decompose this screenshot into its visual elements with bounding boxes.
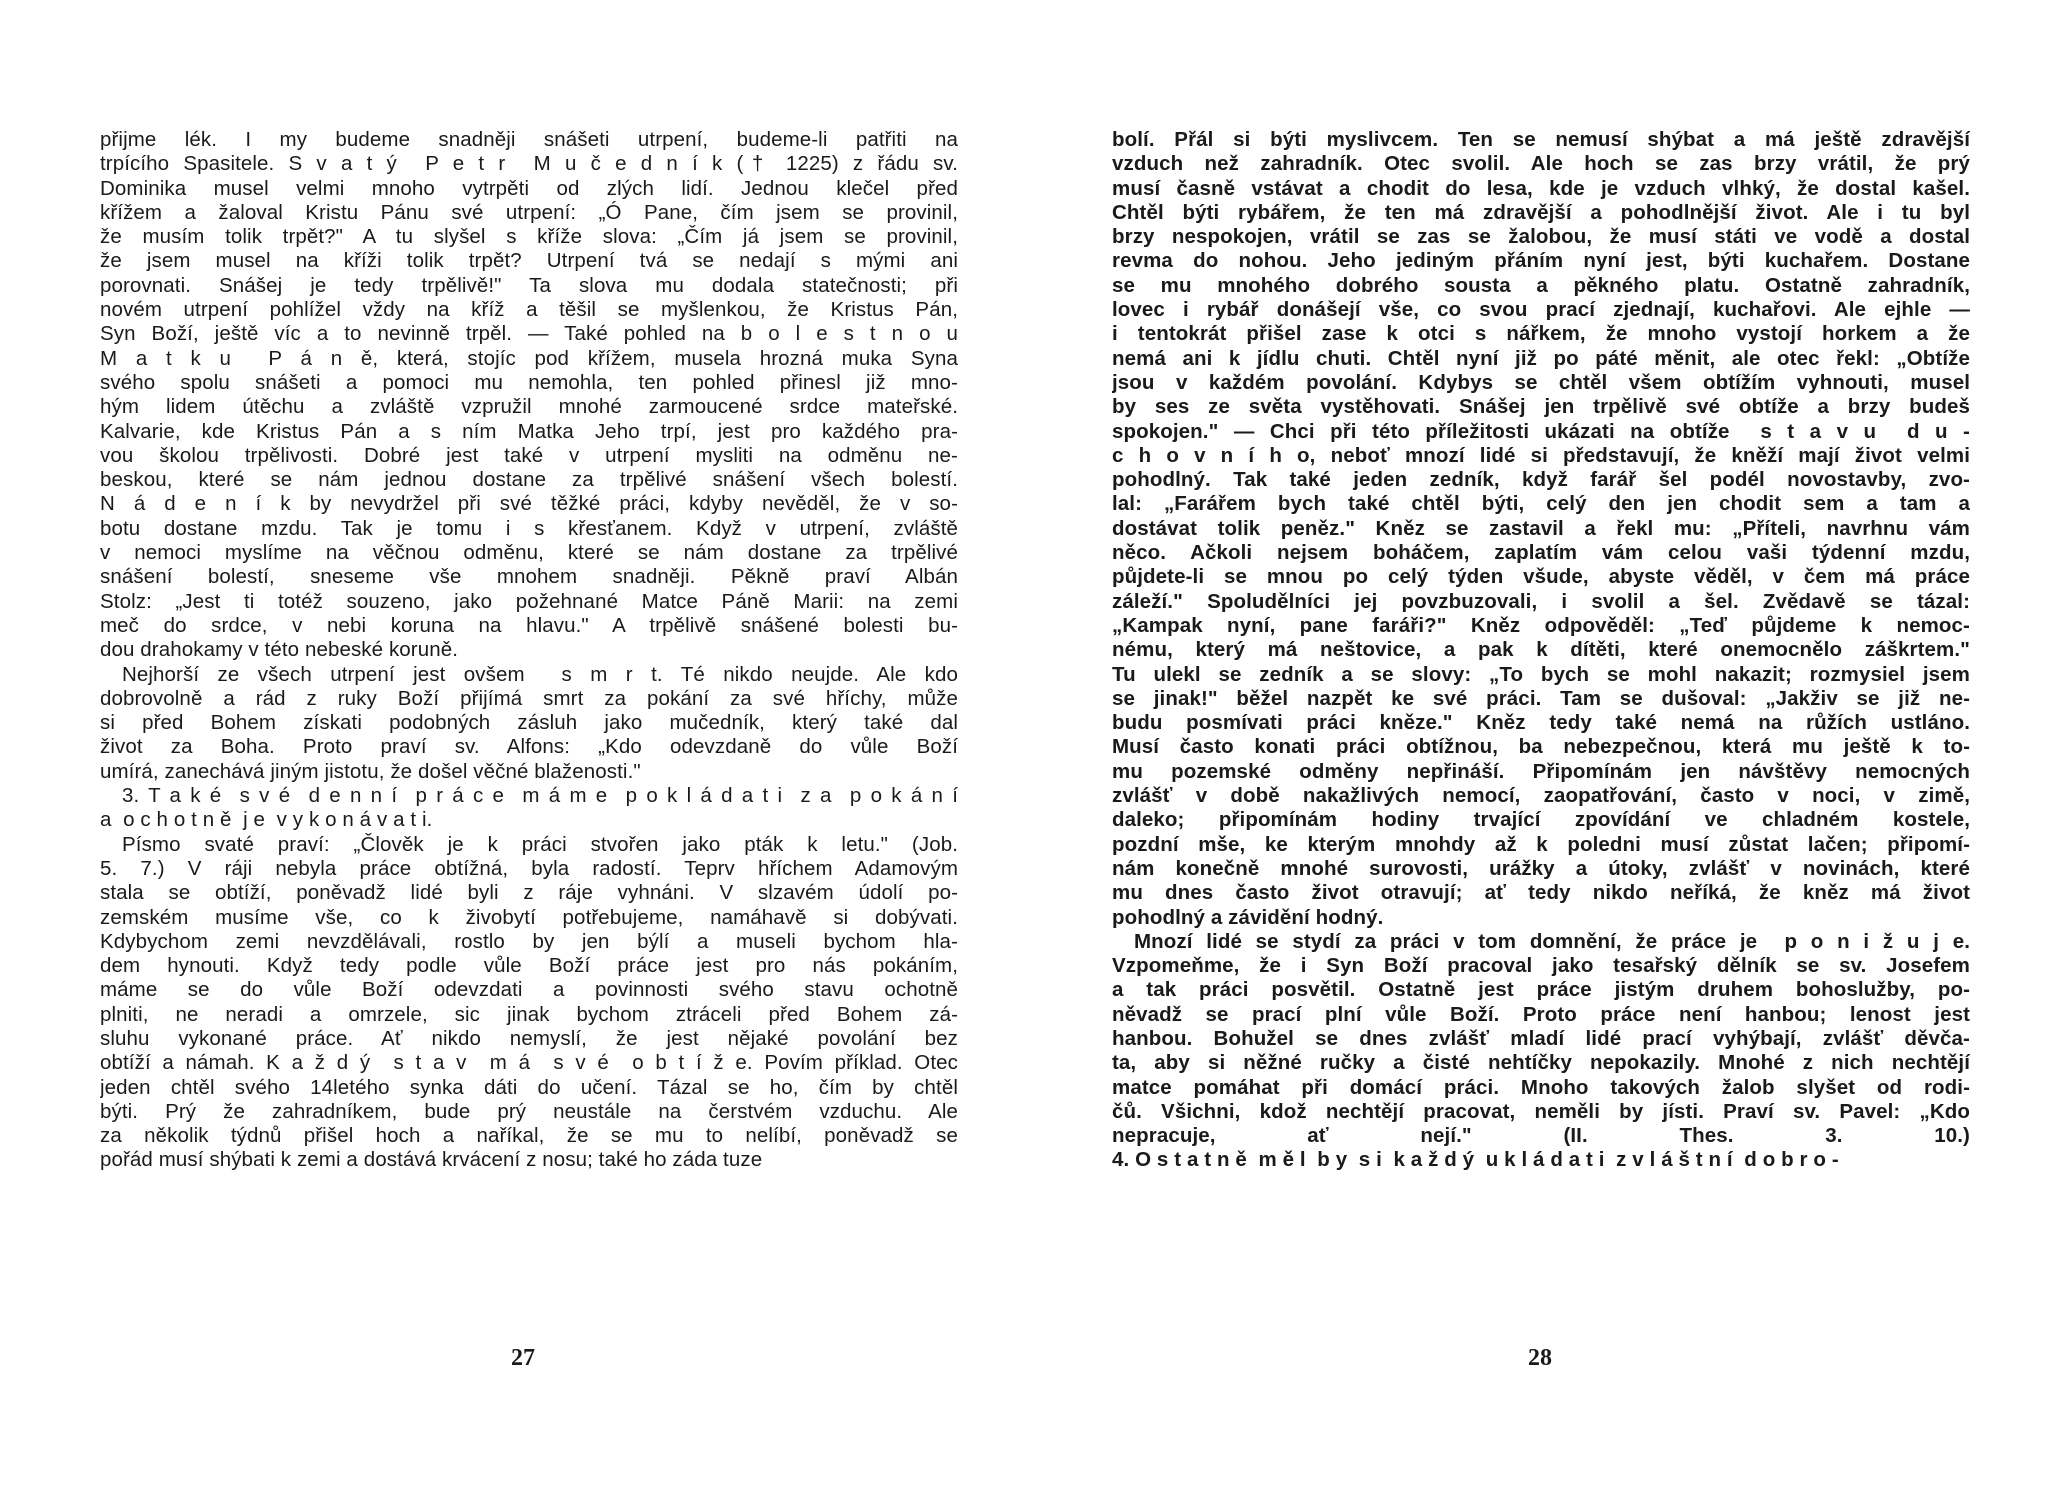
text-line: máme se do vůle Boží odevzdati a povinnosti svého stavu ochotně (100, 978, 958, 1002)
text-line: pozdní mše, ke kterým mnohdy až k poledni musí zůstat lačen; připomí- (1112, 832, 1970, 856)
text-line: porovnati. Snášej je tedy trpělivě!" Ta slova mu dodala statečnosti; při (100, 273, 958, 297)
text-line: dem hynouti. Když tedy podle vůle Boží práce jest pro nás pokáním, (100, 954, 958, 978)
text-line: přijme lék. I my budeme snadněji snášeti utrpení, budeme-li patřiti na (100, 128, 958, 151)
text-line: Dominika musel velmi mnoho vytrpěti od zlých lidí. Jednou klečel před (100, 176, 958, 200)
text-line: Stolz: „Jest ti totéž souzeno, jako požehnané Matce Páně Marii: na zemi (100, 589, 958, 613)
text-line: c h o v n í h o, neboť mnozí lidé si představují, že kněží mají život velmi (1112, 443, 1970, 467)
right-page (1112, 128, 1970, 1173)
text-line: nepracuje, ať nejí." (II. Thes. 3. 10.) (1112, 1124, 1970, 1148)
text-line: něco. Ačkoli nejsem boháčem, zaplatím vám celou vaši týdenní mzdu, (1112, 541, 1970, 565)
text-line: botu dostane mzdu. Tak je tomu i s křesťanem. Když v utrpení, zvláště (100, 516, 958, 540)
text-line: Písmo svaté praví: „Člověk je k práci stvořen jako pták k letu." (Job. (122, 832, 958, 856)
text-line: a o c h o t n ě j e v y k o n á v a t i. (100, 808, 433, 832)
text-line: za několik týdnů přišel hoch a naříkal, že se mu to nelíbí, poněvadž se (100, 1124, 958, 1148)
text-line: pohodlný. Tak také jeden zedník, když farář šel podél novostavby, zvo- (1112, 468, 1970, 492)
text-line: nám konečně mnohé surovosti, urážky a útoky, zvlášť v novinách, které (1112, 856, 1970, 880)
text-line: svého spolu snášeti a pomoci mu nemohla, ten pohled přinesl již mno- (100, 370, 958, 394)
text-line: stala se obtíží, poněvadž lidé byli z ráje vyhnáni. V slzavém údolí po- (100, 881, 958, 905)
text-line: jeden chtěl svého 14letého synka dáti do učení. Tázal se ho, čím by chtěl (100, 1075, 958, 1099)
text-line: Vzpomeňme, že i Syn Boží pracoval jako tesařský dělník se sv. Josefem (1112, 954, 1970, 978)
text-line: Kalvarie, kde Kristus Pán a s ním Matka Jeho trpí, jest pro každého pra- (100, 419, 958, 443)
text-line: plniti, ne neradi a omrzele, sic jinak bychom ztráceli před Bohem zá- (100, 1002, 958, 1026)
text-line: dostávat tolik peněz." Kněz se zastavil a řekl mu: „Příteli, navrhnu vám (1112, 516, 1970, 540)
text-line: Tu ulekl se zedník a se slovy: „To bych se mohl nakazit; rozmysiel jsem (1112, 662, 1970, 686)
text-line: býti. Prý že zahradníkem, bude prý neustále na čerstvém vzduchu. Ale (100, 1099, 958, 1123)
text-line: budu posmívati práci kněze." Kněz tedy také nemá na růžích ustláno. (1112, 711, 1970, 735)
text-line: hanbou. Bohužel se dnes zvlášť mladí lidé prací vyhýbají, zvlášť děvča- (1112, 1026, 1970, 1050)
text-line: v nemoci myslíme na věčnou odměnu, které se nám dostane za trpělivé (100, 541, 958, 565)
text-line: meč do srdce, v nebi koruna na hlavu." A trpělivě snášené bolesti bu- (100, 613, 958, 637)
text-line: hým lidem útěchu a zvláště vzpružil mnohé zarmoucené srdce mateřské. (100, 395, 958, 419)
text-line: si před Bohem získati podobných zásluh jako mučedník, který také dal (100, 711, 958, 735)
text-line: bolí. Přál si býti myslivcem. Ten se nemusí shýbat a má ještě zdravější (1112, 128, 1970, 151)
text-line: by ses ze světa vystěhovati. Snášej jen trpělivě své obtíže a brzy budeš (1112, 395, 1970, 419)
text-line: 5. 7.) V ráji nebyla práce obtížná, byla radostí. Teprv hříchem Adamovým (100, 856, 958, 880)
text-line: ta, aby si něžné ručky a čisté nehtíčky nepokazily. Mnohé z nich nechtějí (1112, 1051, 1970, 1075)
text-line: pořád musí shýbati k zemi a dostává krvácení z nosu; také ho záda tuze (100, 1148, 763, 1172)
text-line: revma do nohou. Jeho jediným přáním nyní jest, býti kuchařem. Dostane (1112, 249, 1970, 273)
text-line: M a t k u P á n ě, která, stojíc pod křížem, musela hrozná muka Syna (100, 346, 958, 370)
text-line: Musí často konati práci obtížnou, ba nebezpečnou, která mu ještě k to- (1112, 735, 1970, 759)
text-line: pohodlný a závidění hodný. (1112, 905, 1384, 929)
text-line: zemském musíme vše, co k živobytí potřebujeme, namáhavě si dobývati. (100, 905, 958, 929)
text-line: N á d e n í k by nevydržel při své těžké práci, kdyby nevěděl, že v so- (100, 492, 958, 516)
text-line: novém utrpení pohlížel vždy na kříž a těšil se myšlenkou, že Kristus Pán, (100, 298, 958, 322)
text-line: Kdybychom zemi nevzdělávali, rostlo by jen býlí a museli bychom hla- (100, 929, 958, 953)
text-line: 4. O s t a t n ě m ě l b y s i k a ž d ý u k l á d a t i z v l á š t n í d o b r o - (1112, 1148, 1839, 1172)
text-line: obtíží a námah. K a ž d ý s t a v m á s v é o b t í ž e. Povím příklad. Otec (100, 1051, 958, 1075)
left-page-text (100, 128, 958, 1173)
text-line: Syn Boží, ještě víc a to nevinně trpěl. — Také pohled na b o l e s t n o u (100, 322, 958, 346)
text-line: zvlášť v době nakažlivých nemocí, zaopatřování, často v noci, v zimě, (1112, 784, 1970, 808)
text-line: lovec i rybář donášejí vše, co svou prací zjednají, kuchařovi. Ale ejhle — (1112, 298, 1970, 322)
text-line: umírá, zanechává jiným jistotu, že došel věčné blaženosti." (100, 759, 641, 783)
text-line: jsou v každém povolání. Kdybys se chtěl všem obtížím vyhnouti, musel (1112, 370, 1970, 394)
text-line: Nejhorší ze všech utrpení jest ovšem s m r t. Té nikdo neujde. Ale kdo (122, 662, 958, 686)
text-line: něvadž se prací plní vůle Boží. Proto práce není hanbou; lenost jest (1112, 1002, 1970, 1026)
text-line: dou drahokamy v této nebeské koruně. (100, 638, 459, 662)
text-line: daleko; připomínám hodiny trvající zpovídání ve chladném kostele, (1112, 808, 1970, 832)
text-line: záleží." Spoludělníci jej povzbuzovali, i svolil a šel. Zvědavě se tázal: (1112, 589, 1970, 613)
text-line: nemá ani k jídlu chuti. Chtěl nyní již po páté měnit, ale otec řekl: „Obtíže (1112, 346, 1970, 370)
text-line: sluhu vykonané práce. Ať nikdo nemyslí, že jest nějaké povolání bez (100, 1026, 958, 1050)
text-line: se mu mnohého dobrého sousta a pěkného platu. Ostatně zahradník, (1112, 273, 1970, 297)
text-line: nému, který má neštovice, a pak k dítěti, které onemocnělo záškrtem." (1112, 638, 1970, 662)
right-page-text (1112, 128, 1970, 1173)
text-line: se jinak!" běžel nazpět ke své práci. Tam se dušoval: „Jakživ se již ne- (1112, 686, 1970, 710)
text-line: Mnozí lidé se stydí za práci v tom domnění, že práce je p o n i ž u j e. (1134, 929, 1970, 953)
text-line: dobrovolně a rád z ruky Boží přijímá smrt za pokání za své hříchy, může (100, 686, 958, 710)
text-line: mu dnes často život otravují; ať tedy nikdo neříká, že kněz má život (1112, 881, 1970, 905)
text-line: 3. T a k é s v é d e n n í p r á c e m á m e p o k l á d a t i z a p o k á n í (122, 784, 958, 808)
text-line: „Kampak nyní, pane faráři?" Kněz odpověděl: „Teď půjdeme k nemoc- (1112, 613, 1970, 637)
text-line: a tak práci posvětil. Ostatně jest práce jistým druhem bohoslužby, po- (1112, 978, 1970, 1002)
text-line: že jsem musel na kříži tolik trpět? Utrpení tvá se nedají s mými ani (100, 249, 958, 273)
text-line: musí časně vstávat a chodit do lesa, kde je vzduch vlhký, že dostal kašel. (1112, 176, 1970, 200)
text-line: že musím tolik trpět?" A tu slyšel s kříže slova: „Čím já jsem se provinil, (100, 225, 958, 249)
left-page (100, 128, 958, 1173)
text-line: vzduch než zahradník. Otec svolil. Ale hoch se zas brzy vrátil, že prý (1112, 152, 1970, 176)
left-page-number: 27 (511, 1345, 535, 1371)
text-line: život za Boha. Proto praví sv. Alfons: „Kdo odevzdaně do vůle Boží (100, 735, 958, 759)
text-line: půjdete-li se mnou po celý týden všude, abyste věděl, v čem má práce (1112, 565, 1970, 589)
text-line: vou školou trpělivosti. Dobré jest také v utrpení mysliti na odměnu ne- (100, 443, 958, 467)
text-line: matce pomáhat při domácí práci. Mnoho takových žalob slyšet od rodi- (1112, 1075, 1970, 1099)
text-line: čů. Všichni, kdož nechtějí pracovat, neměli by jísti. Praví sv. Pavel: „Kdo (1112, 1099, 1970, 1123)
text-line: beskou, které se nám jednou dostane za trpělivé snášení všech bolestí. (100, 468, 958, 492)
text-line: i tentokrát přišel zase k otci s nářkem, že mnoho vystojí horkem a že (1112, 322, 1970, 346)
text-line: lal: „Farářem bych také chtěl býti, celý den jen chodit sem a tam a (1112, 492, 1970, 516)
text-line: trpícího Spasitele. S v a t ý P e t r M u č e d n í k († 1225) z řádu sv. (100, 152, 958, 176)
text-line: spokojen." — Chci při této příležitosti ukázati na obtíže s t a v u d u - (1112, 419, 1970, 443)
text-line: mu pozemské odměny nepřináší. Připomínám jen návštěvy nemocných (1112, 759, 1970, 783)
text-line: křížem a žaloval Kristu Pánu své utrpení: „Ó Pane, čím jsem se provinil, (100, 200, 958, 224)
text-line: snášení bolestí, sneseme vše mnohem snadněji. Pěkně praví Albán (100, 565, 958, 589)
right-page-number: 28 (1528, 1345, 1552, 1371)
text-line: brzy nespokojen, vrátil se zas se žalobou, že musí státi ve vodě a dostal (1112, 225, 1970, 249)
text-line: Chtěl býti rybářem, že ten má zdravější a pohodlnější život. Ale i tu byl (1112, 200, 1970, 224)
